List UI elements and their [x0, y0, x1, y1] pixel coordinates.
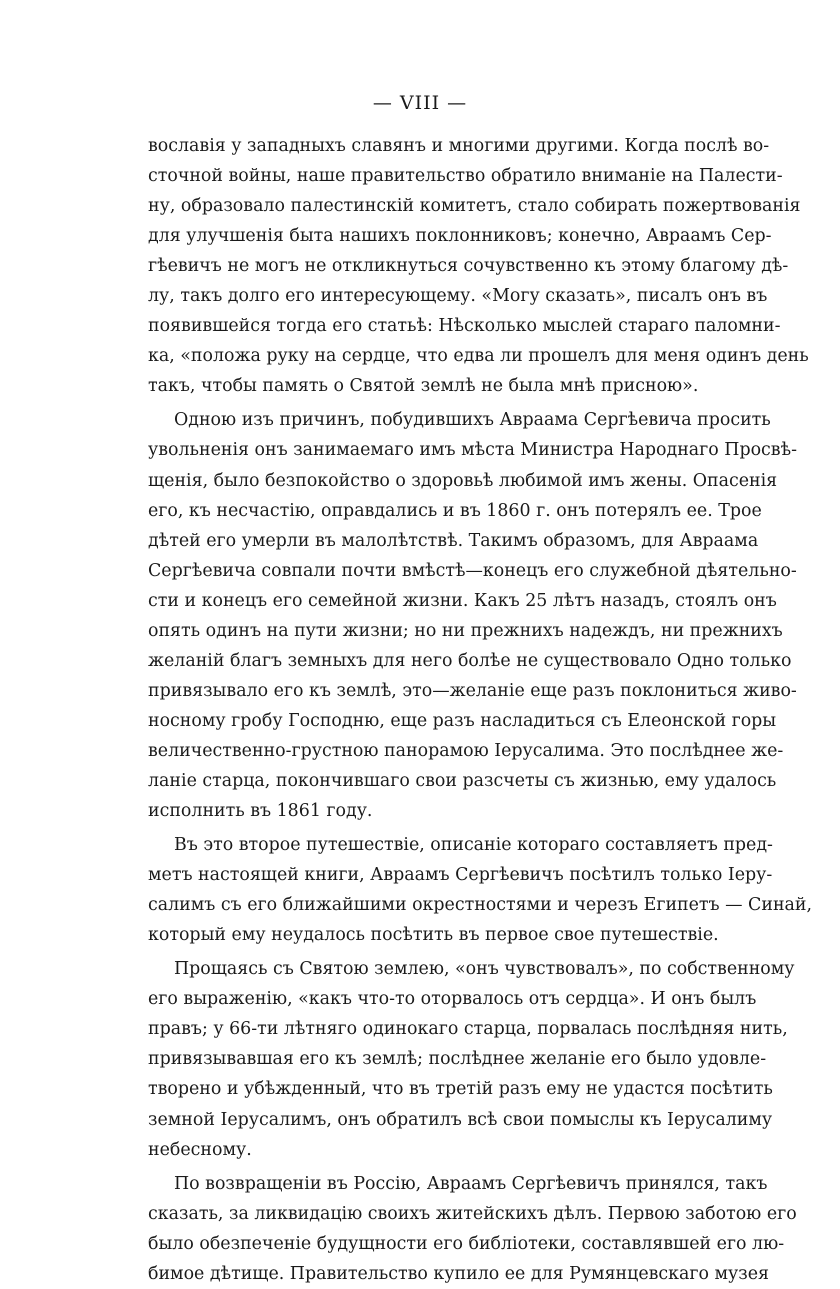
text-line: ну, образовало палестинскій комитетъ, стало собирать пожертвованія: [148, 196, 801, 217]
text-line: его выраженію, «какъ что-то оторвалось отъ сердца». И онъ былъ: [148, 989, 757, 1010]
text-line: земной Іерусалимъ, онъ обратилъ всѣ свои помыслы къ Іерусалиму: [148, 1109, 773, 1130]
text-line: опять одинъ на пути жизни; но ни прежнихъ надеждъ, ни прежнихъ: [148, 620, 783, 641]
text-line: величественно-грустною панорамою Іерусалима. Это послѣднее же-: [148, 740, 784, 761]
text-line: салимъ съ его ближайшими окрестностями и черезъ Египетъ — Синай,: [148, 895, 813, 916]
text-line: сти и конецъ его семейной жизни. Какъ 25 лѣтъ назадъ, стоялъ онъ: [148, 590, 777, 611]
text-line: его, къ несчастію, оправдались и въ 1860 г. онъ потерялъ ее. Трое: [148, 500, 762, 521]
text-line: носному гробу Господню, еще разъ насладиться съ Елеонской горы: [148, 710, 777, 731]
text-line: дѣтей его умерли въ малолѣтствѣ. Такимъ образомъ, для Авраама: [148, 530, 759, 551]
text-line: Сергѣевича совпали почти вмѣстѣ—конецъ его служебной дѣятельно-: [148, 560, 797, 581]
text-line: было обезпеченіе будущности его библіотеки, составлявшей его лю-: [148, 1233, 785, 1254]
paragraph: [148, 1169, 797, 1289]
text-line: творено и убѣжденный, что въ третій разъ ему не удастся посѣтить: [148, 1079, 773, 1100]
text-line: исполнить въ 1861 году.: [148, 801, 373, 822]
text-line: лу, такъ долго его интересующему. «Могу сказать», писалъ онъ въ: [148, 286, 768, 307]
text-line: привязывавшая его къ землѣ; послѣднее желаніе его было удовле-: [148, 1049, 767, 1070]
text-line: сточной войны, наше правительство обратило вниманіе на Палести-: [148, 166, 783, 187]
paragraph: [148, 405, 797, 826]
text-line: такъ, чтобы память о Святой землѣ не была мнѣ присною».: [148, 376, 699, 397]
text-line: правъ; у 66-ти лѣтняго одинокаго старца, порвалась послѣдняя нить,: [148, 1019, 788, 1040]
text-line: увольненія онъ занимаемаго имъ мѣста Министра Народнаго Просвѣ-: [148, 440, 797, 461]
text-line: гѣевичъ не могъ не откликнуться сочувственно къ этому благому дѣ-: [148, 256, 789, 277]
text-line: метъ настоящей книги, Авраамъ Сергѣевичъ посѣтилъ только Іеру-: [148, 865, 773, 886]
text-line: ланіе старца, покончившаго свои разсчеты съ жизнью, ему удалось: [148, 770, 777, 791]
text-line: вославія у западныхъ славянъ и многими другими. Когда послѣ во-: [148, 136, 770, 156]
paragraph: [148, 954, 795, 1164]
text-line: Прощаясь съ Святою землею, «онъ чувствовалъ», по собственному: [174, 959, 795, 980]
paragraph: [148, 131, 809, 401]
text-line: Въ это второе путешествіе, описаніе котораго составляетъ пред-: [174, 835, 773, 856]
text-line: По возвращеніи въ Россію, Авраамъ Сергѣевичъ принялся, такъ: [174, 1173, 768, 1194]
text-line: сказать, за ликвидацію своихъ житейскихъ дѣлъ. Первою заботою его: [148, 1203, 797, 1224]
paragraph: [148, 830, 813, 950]
text-line: который ему неудалось посѣтить въ первое свое путешествіе.: [148, 925, 719, 946]
body-text: [148, 131, 813, 1289]
text-line: для улучшенія быта нашихъ поклонниковъ; конечно, Авраамъ Сер-: [148, 226, 772, 247]
text-line: небесному.: [148, 1139, 252, 1160]
text-line: привязывало его къ землѣ, это—желаніе еще разъ поклониться живо-: [148, 680, 797, 701]
page-number: — VIII —: [372, 92, 468, 114]
text-line: щенія, было безпокойство о здоровьѣ любимой имъ жены. Опасенія: [148, 470, 778, 491]
text-line: ка, «положа руку на сердце, что едва ли прошелъ для меня одинъ день: [148, 346, 809, 367]
text-line: появившейся тогда его статьѣ: Нѣсколько мыслей стараго паломни-: [148, 316, 781, 337]
text-line: Одною изъ причинъ, побудившихъ Авраама Сергѣевича просить: [174, 410, 771, 431]
text-line: бимое дѣтище. Правительство купило ее для Румянцевскаго музея: [148, 1263, 770, 1284]
text-line: желаній благъ земныхъ для него болѣе не существовало Одно только: [148, 650, 792, 671]
